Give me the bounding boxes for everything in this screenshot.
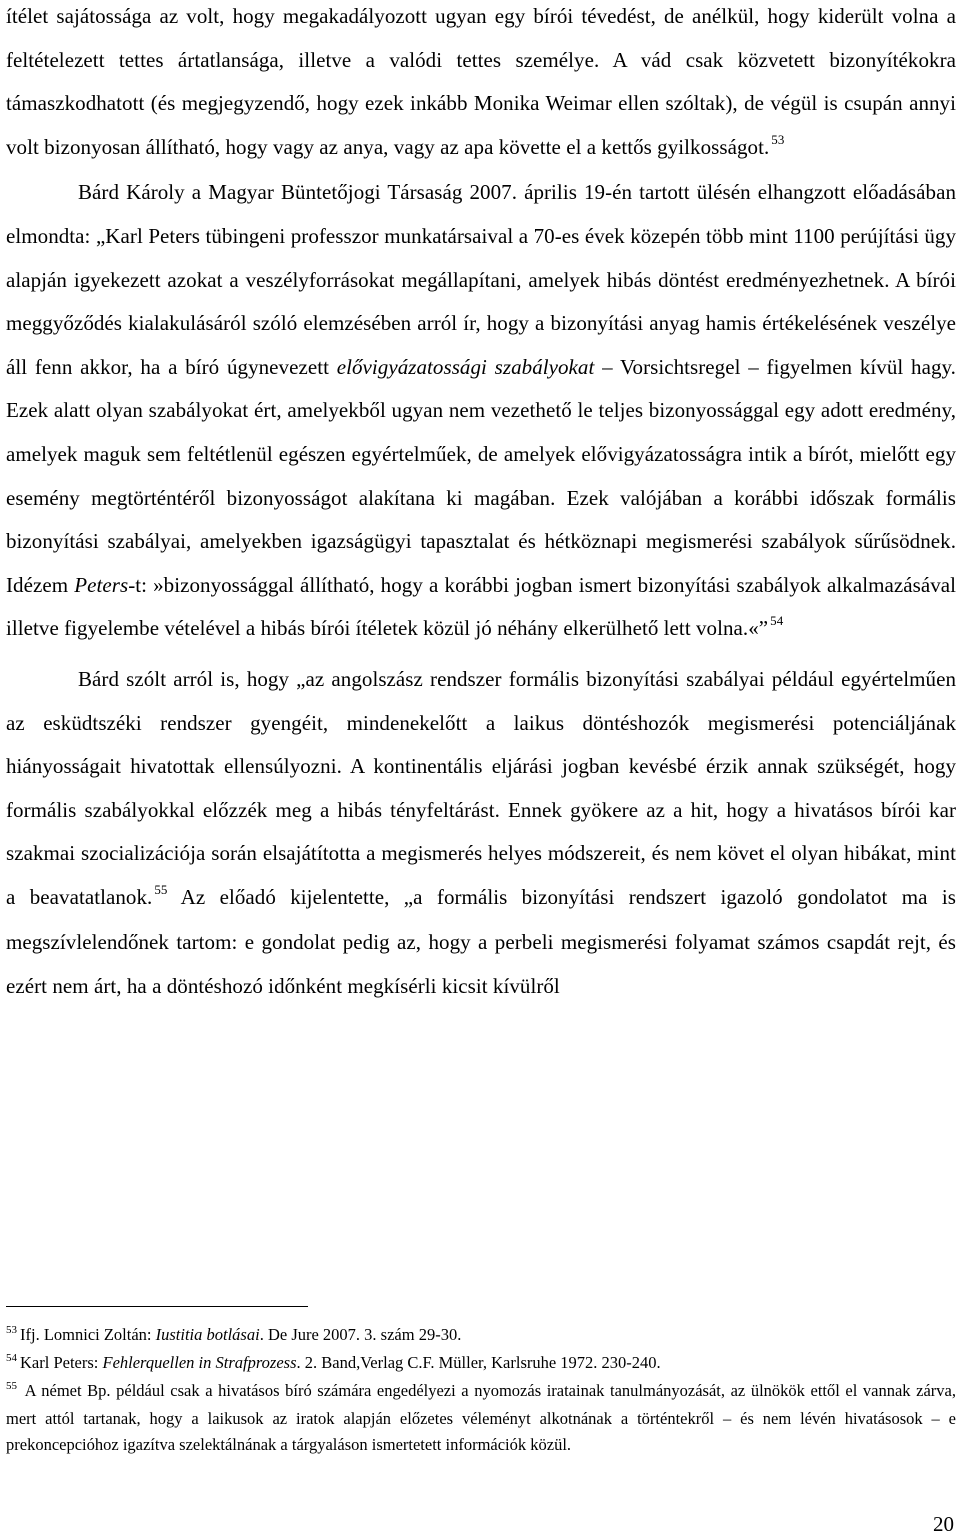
footnote-ref-55[interactable]: 55 (154, 881, 168, 897)
footnote-54 (6, 1350, 956, 1378)
page-number: 20 (933, 1512, 954, 1536)
document-page (6, 0, 956, 1009)
paragraph-2 (6, 171, 956, 653)
footnote-53 (6, 1322, 956, 1350)
footnote-53-source: . De Jure 2007. 3. szám 29-30. (259, 1325, 462, 1344)
paragraph-1-text: ítélet sajátossága az volt, hogy megakadályozott ugyan egy bírói tévedést, de anélkül, hogy kiderült volna a feltételezett tettes ártatlansága, illetve a valódi tettes személye. A vád csak közvetett bizonyítékokra támaszkodhatott (és megjegyzendő, hogy ezek inkább Monika Weimar ellen szóltak), de végül is csupán annyi volt bizonyosan állítható, hogy vagy az anya, vagy az apa követte el a kettős gyilkosságot. (6, 4, 956, 159)
footnote-54-number: 54 (6, 1352, 17, 1364)
footnote-ref-53[interactable]: 53 (771, 131, 785, 147)
paragraph-2-emphasis-name: Peters (74, 572, 129, 597)
paragraph-2-text-c: -t: »bizonyossággal állítható, hogy a korábbi jogban ismert bizonyítási szabályok alkalmazásával illetve figyelembe vételével a hibás bírói ítéletek közül jó néhány elkerülhető lett volna.«” (6, 572, 957, 641)
footnote-55-text: A német Bp. például csak a hivatásos bíró számára engedélyezi a nyomozás iratainak tanulmányozását, az ülnökök ettől el vannak zárva, mert attól tartanak, hogy a laikusok az iratok alapján előzetes véleményt alkotnának a történtekről – és nem lévén hivatásosok – e prekoncepcióhoz igazítva szelektálnának a tárgyaláson ismertetett információk közül. (6, 1381, 956, 1454)
paragraph-1 (6, 0, 956, 171)
paragraph-3-text-a: Bárd szólt arról is, hogy „az angolszász rendszer formális bizonyítási szabályai például egyértelműen az esküdtszéki rendszer gyengéit, mindenekelőtt a laikus döntéshozók megismerési potenciáljának hiányosságait hivatottak ellensúlyozni. A kontinentális eljárási jogban kevésbé érzik annak szükségét, hogy formális szabályokkal előzzék meg a hibás tényfeltárást. Ennek gyökere az a hit, hogy a hivatásos bírói kar szakmai szocializációja során elsajátította a megismerés helyes módszereit, és nem követ el olyan hibákat, mint a beavatatlanok. (6, 666, 956, 909)
footnote-54-source: . 2. Band,Verlag C.F. Müller, Karlsruhe 1972. 230-240. (296, 1353, 661, 1372)
paragraph-2-text-a: Bárd Károly a Magyar Büntetőjogi Társaság 2007. április 19-én tartott ülésén elhangzott előadásában elmondta: „Karl Peters tübingeni professzor munkatársaival a 70-es évek közepén több mint 1100 perújítási ügy alapján igyekezett azokat a veszélyforrásokat megállapítani, amelyek hibás döntést eredményezhetnek. A bírói meggyőződés kialakulásáról szóló elemzésében arról ír, hogy a bizonyítási anyag hamis értékelésének veszélye áll fenn akkor, ha a bíró úgynevezett (6, 180, 956, 379)
paragraph-2-emphasis-term: elővigyázatossági szabályokat (336, 354, 595, 379)
footnote-53-title: Iustitia botlásai (155, 1325, 260, 1344)
footnote-54-author: Karl Peters: (20, 1353, 103, 1372)
footnote-53-author: Ifj. Lomnici Zoltán: (20, 1325, 156, 1344)
footnote-ref-54[interactable]: 54 (770, 613, 784, 629)
paragraph-3-text-b: Az előadó kijelentette, „a formális bizonyítási rendszert igazoló gondolatot ma is megszívlelendőnek tartom: e gondolat pedig az, hogy a perbeli megismerési folyamat számos csapdát rejt, és ezért nem árt, ha a döntéshozó időnként megkísérli kicsit kívülről (6, 884, 956, 999)
footnote-separator (6, 1306, 308, 1307)
footnote-54-title: Fehlerquellen in Strafprozess (102, 1353, 297, 1372)
paragraph-3 (6, 658, 956, 1009)
footnote-55 (6, 1378, 956, 1458)
footnote-55-number: 55 (6, 1380, 17, 1392)
footnote-53-number: 53 (6, 1324, 17, 1336)
footnotes (6, 1322, 956, 1458)
paragraph-2-text-b: – Vorsichtsregel – figyelmen kívül hagy. Ezek alatt olyan szabályokat ért, amelyekből ugyan nem vezethető le teljes bizonyossággal egy adott eredmény, amelyek maguk sem feltétlenül egészen egyértelműek, de amelyek elővigyázatosságra intik a bírót, mielőtt egy esemény megtörténtéről bizonyosságot alakítana ki magában. Ezek valójában a korábbi időszak formális bizonyítási szabályai, amelyekben igazságügyi tapasztalat és hétköznapi megismerési szabályok sűrűsödnek. Idézem (6, 354, 956, 597)
